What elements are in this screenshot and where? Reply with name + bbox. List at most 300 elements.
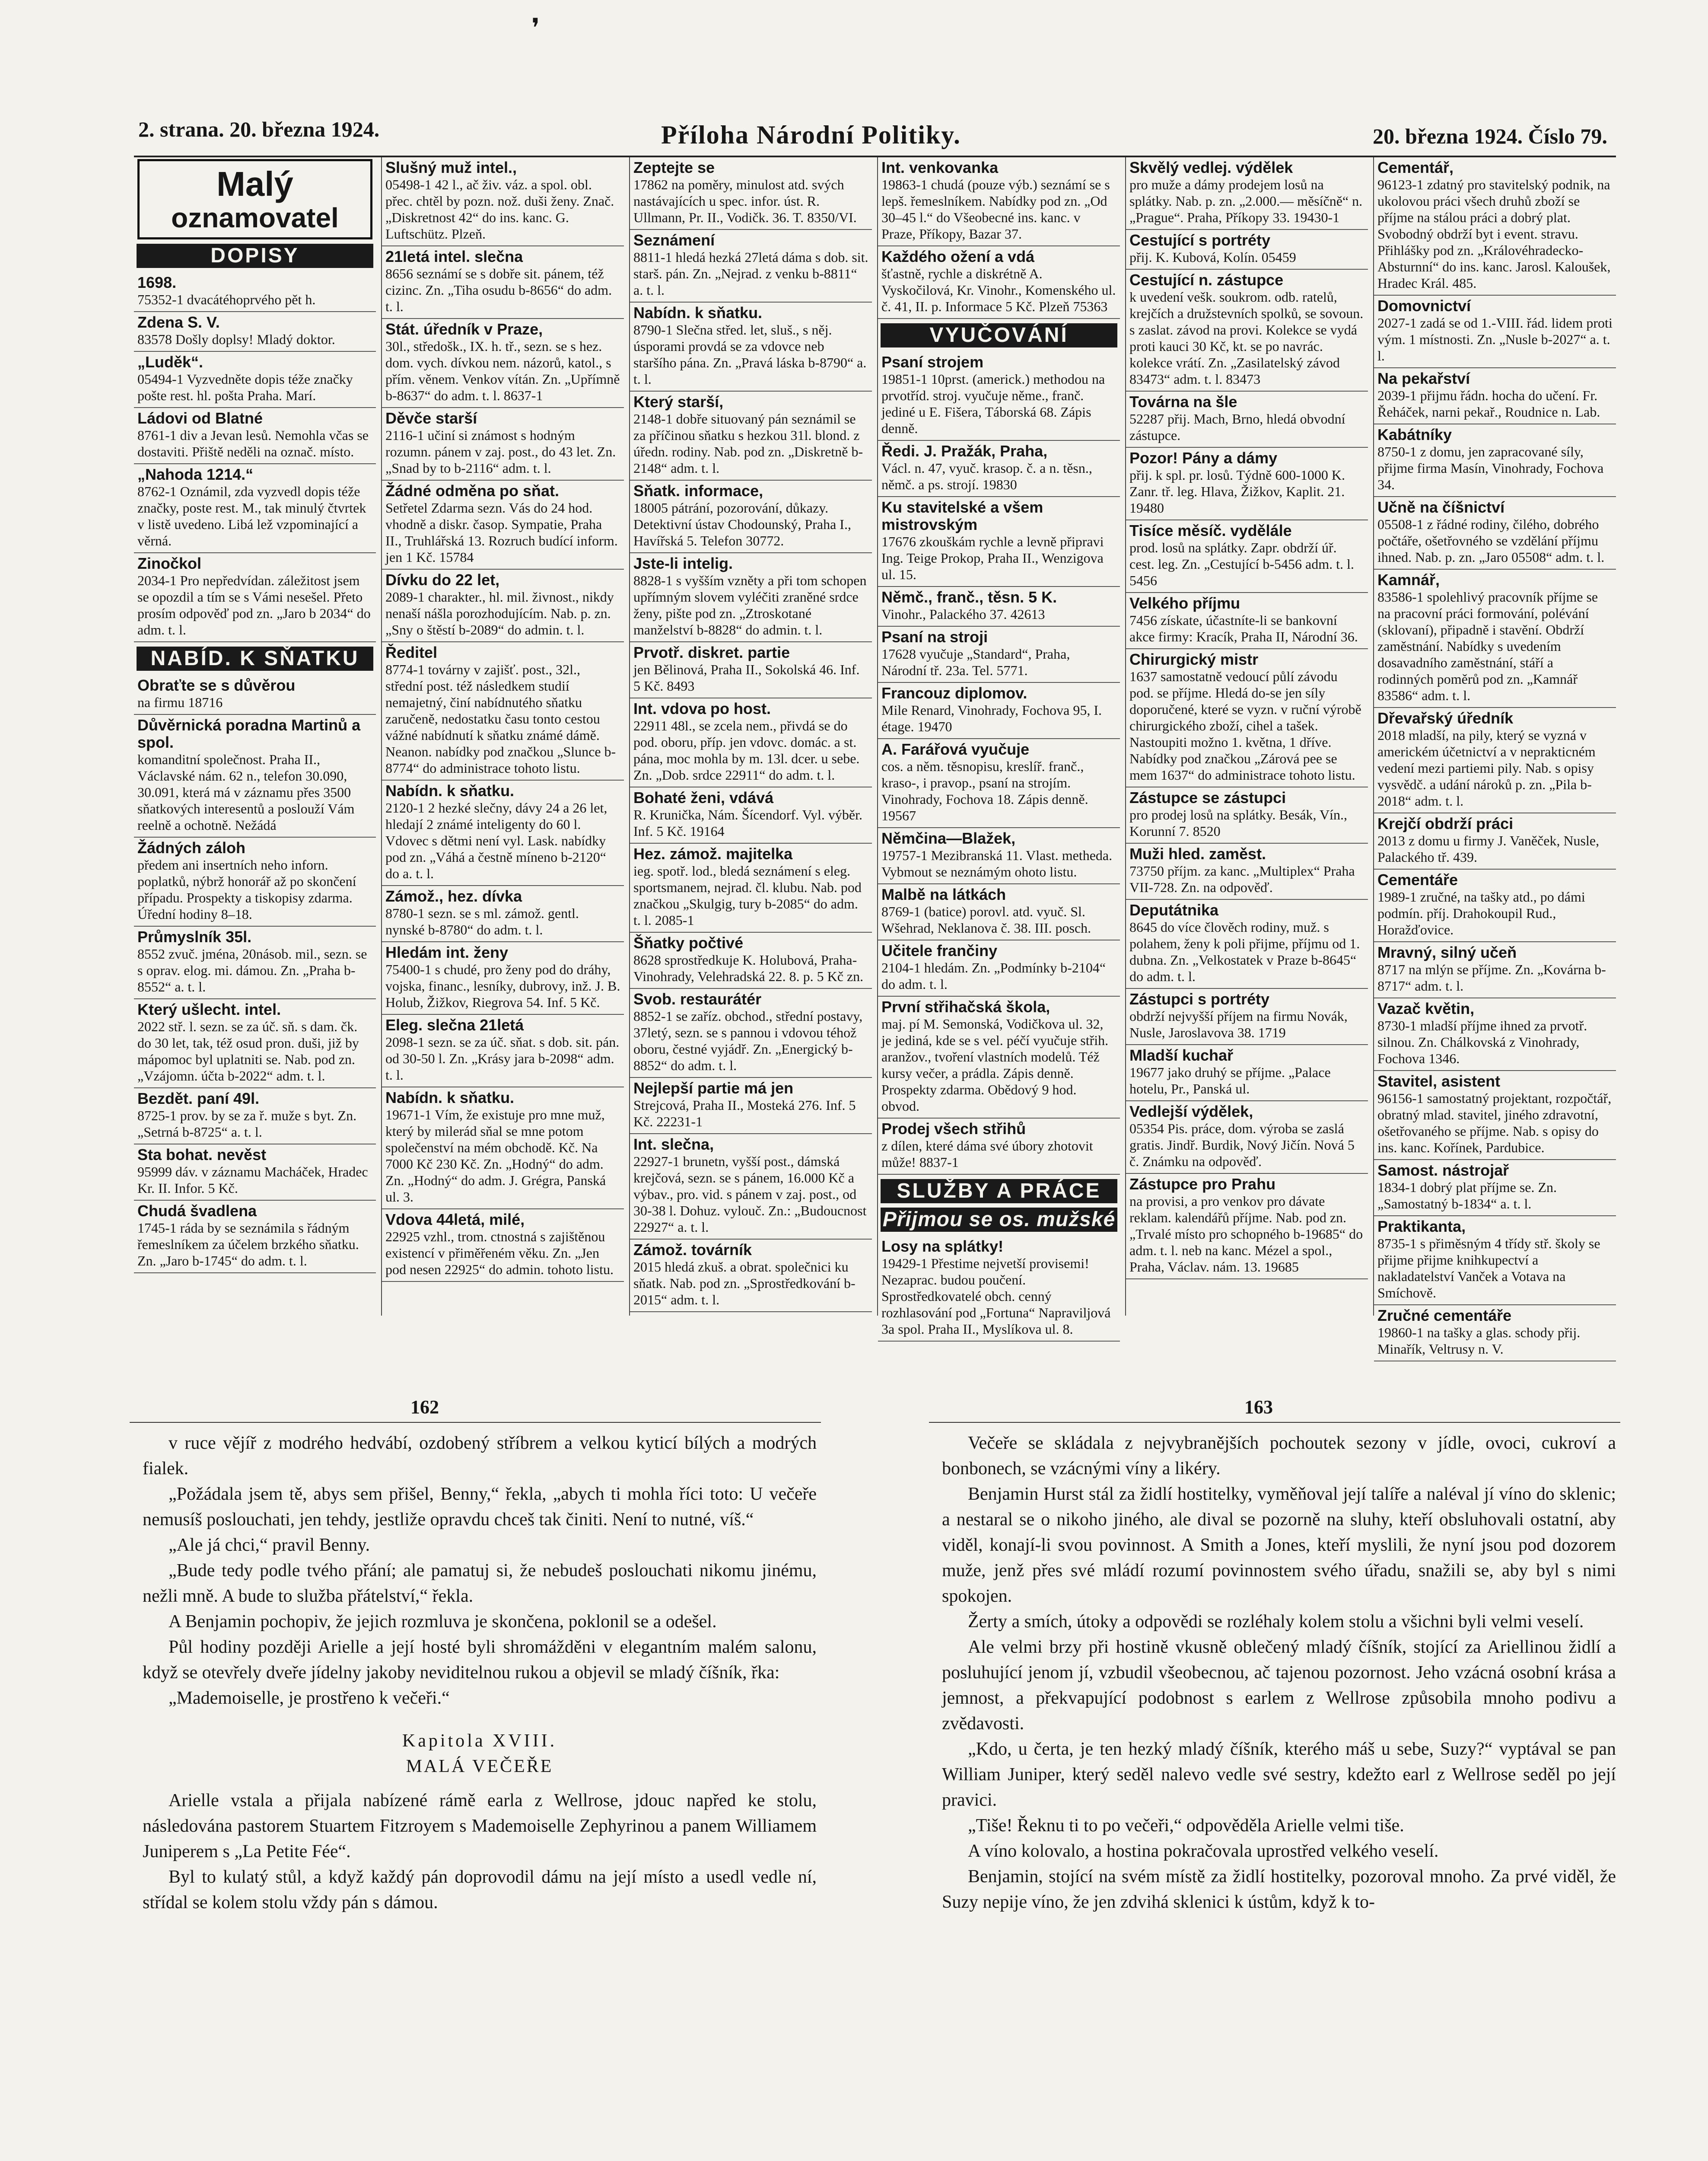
ad-body: 2148-1 dobře situovaný pán seznámil se za příčinou sňatku s hezkou 31l. blond. z úředn. rodiny. Nab. pod zn. „Diskretně b-2148“ adm. t. l. bbox=[633, 411, 863, 476]
classified-ad bbox=[630, 553, 872, 642]
ad-heading: Int. vdova po host. bbox=[633, 700, 771, 717]
header-date-left: 2. strana. 20. března 1924. bbox=[138, 117, 380, 141]
classified-ad bbox=[382, 642, 624, 781]
ad-body: 8628 sprostředkuje K. Holubová, Praha-Vinohrady, Velehradská 22. 8. p. 5 Kč zn. bbox=[633, 952, 864, 984]
story-left-paragraphs bbox=[143, 1431, 817, 1711]
ad-heading: Prvotř. diskret. partie bbox=[633, 644, 790, 661]
ad-body: 1834-1 dobrý plat příjme se. Zn. „Samostatný b-1834“ a. t. l. bbox=[1377, 1179, 1557, 1211]
ad-heading: A. Farářová vyučuje bbox=[881, 740, 1030, 758]
ad-body: pro muže a dámy prodejem losů na splátky. Nab. p. zn. „2.000.— měsíčně“ n. „Prague“. Praha, Příkopy 33. 19430-1 bbox=[1129, 177, 1363, 225]
classified-ad bbox=[878, 940, 1120, 997]
ad-body: k uvedení vešk. soukrom. odb. ratelů, krejčích a družstevních spolků, se sovoun. s zaslat. závod na provi. Kolekce se vydá proti kauci 30 Kč, kt. se po navrác. kolekce vrátí. Zn. „Zasilatelský závod 83473“ adm. t. l. 83473 bbox=[1129, 289, 1364, 387]
classified-ad bbox=[630, 933, 872, 989]
classified-ad bbox=[382, 481, 624, 570]
story-paragraph: „Požádala jsem tě, abys sem přišel, Benny,“ řekla, „abych ti mohla říci toto: U večeře nemusíš poslouchati, jen tehdy, jestliže opravdu chceš tak činiti. Není to nutné, víš.“ bbox=[143, 1484, 817, 1530]
ad-heading: Int. venkovanka bbox=[881, 159, 999, 176]
folio-rule-right bbox=[929, 1422, 1620, 1423]
story-paragraph: „Tiše! Řeknu ti to po večeři,“ odpověděla Arielle velmi tiše. bbox=[968, 1816, 1404, 1836]
ad-body: 8811-1 hledá hezká 27letá dáma s dob. sit. starš. pán. Zn. „Nejrad. z venku b-8811“ a. t. l. bbox=[633, 249, 868, 298]
ad-heading: Vedlejší výdělek, bbox=[1129, 1103, 1253, 1120]
ad-heading: Důvěrnická poradna Martinů a spol. bbox=[137, 716, 361, 751]
ad-heading: Muži hled. zaměst. bbox=[1129, 845, 1266, 863]
classified-ad bbox=[1126, 448, 1368, 520]
page-header bbox=[130, 108, 1616, 156]
ad-heading: 21letá intel. slečna bbox=[385, 248, 523, 265]
story-paragraph: Byl to kulatý stůl, a když každý pán doprovodil dámu na její místo a usedl vedle ní, střídal se kolem stolu vždy pán s dámou. bbox=[143, 1867, 817, 1912]
ad-body: 8750-1 z domu, jen zapracované síly, přijme firma Masín, Vinohrady, Fochova 34. bbox=[1377, 444, 1604, 492]
ad-body: 83586-1 spolehlivý pracovník příjme se na pracovní práci formování, polévání (sklovaní), připadně i stavění. Obdrží zaměstnání. Nabídky s uvedením dosavadního zaměstnání, stáří a rodinných poměrů pod zn. „Kamnář 83586“ adm. t. l. bbox=[1377, 589, 1598, 703]
classified-ad bbox=[1374, 942, 1616, 998]
ad-heading: Vdova 44letá, milé, bbox=[385, 1211, 525, 1228]
page-number-left: 162 bbox=[410, 1396, 439, 1418]
ad-heading: Šňatky počtivé bbox=[633, 934, 744, 952]
ad-heading: Pozor! Pány a dámy bbox=[1129, 449, 1278, 467]
ad-heading: Samost. nástrojař bbox=[1377, 1161, 1509, 1179]
ad-heading: Mladší kuchař bbox=[1129, 1046, 1234, 1064]
ad-body: 8769-1 (batice) porovl. atd. vyuč. Sl. Wšehrad, Neklanova č. 38. III. posch. bbox=[881, 904, 1091, 936]
column-1 bbox=[134, 157, 376, 1316]
ad-body: 8762-1 Oznámil, zda vyzvedl dopis téže značky, poste rest. M., tak minulý čtvrtek v listě uvedeno. Libá lež vzpominající a věrná. bbox=[137, 484, 366, 548]
ad-heading: „Nahoda 1214.“ bbox=[137, 465, 254, 483]
section-dopisy: DOPISY bbox=[137, 244, 373, 268]
ad-heading: Stavitel, asistent bbox=[1377, 1072, 1501, 1090]
ad-heading: Zámož., hez. dívka bbox=[385, 887, 522, 905]
classified-ad bbox=[382, 942, 624, 1015]
story-right-paragraphs bbox=[942, 1431, 1616, 1915]
classified-ad bbox=[1374, 1216, 1616, 1305]
ad-body: 75352-1 dvacátéhoprvého pět h. bbox=[137, 292, 316, 307]
classified-ad bbox=[1374, 1305, 1616, 1361]
ad-heading: Jste-li intelig. bbox=[633, 555, 733, 572]
ad-heading: Ládovi od Blatné bbox=[137, 409, 263, 427]
ad-body: 8780-1 sezn. se s ml. zámož. gentl. nynské b-8780“ do adm. t. l. bbox=[385, 905, 579, 937]
ad-body: 73750 příjm. za kanc. „Multiplex“ Praha VII-728. Zn. na odpověď. bbox=[1129, 863, 1355, 895]
ad-body: 2098-1 sezn. se za úč. sňat. s dob. sit. pán. od 30-50 l. Zn. „Krásy jara b-2098“ adm. t. l. bbox=[385, 1034, 620, 1083]
ad-heading: Losy na splátky! bbox=[881, 1237, 1004, 1255]
ad-body: 2089-1 charakter., hl. mil. živnost., nikdy nenaší nášla porozhodujícím. Nab. p. zn. „Sny o štěstí b-2089“ do admin. t. l. bbox=[385, 589, 614, 637]
ad-heading: Sňatk. informace, bbox=[633, 482, 763, 500]
ad-body: 19677 jako druhý se příjme. „Palace hotelu, Pr., Panská ul. bbox=[1129, 1065, 1331, 1096]
ad-body: 30l., středošk., IX. h. tř., sezn. se s hez. dom. vych. dívkou nem. názorů, katol., s přím. věnem. Venkov vítán. Zn. „Upřímně b-8637“ do adm. t. l. 8637-1 bbox=[385, 338, 620, 403]
ad-heading: Velkého příjmu bbox=[1129, 594, 1240, 612]
ad-heading: Nabídn. k sňatku. bbox=[385, 782, 515, 800]
ad-heading: Tisíce měsíč. vydělále bbox=[1129, 522, 1292, 539]
classified-ad bbox=[630, 392, 872, 481]
classified-ad bbox=[1374, 998, 1616, 1071]
classified-ad bbox=[1374, 368, 1616, 424]
ad-heading: Krejčí obdrží práci bbox=[1377, 815, 1514, 832]
ad-heading: Zdena S. V. bbox=[137, 313, 220, 331]
column-2 bbox=[381, 157, 624, 1316]
ad-heading: Hez. zámož. majitelka bbox=[633, 845, 793, 863]
ad-heading: Skvělý vedlej. výdělek bbox=[1129, 159, 1293, 176]
classified-ad bbox=[134, 464, 376, 553]
folio-rule-left bbox=[130, 1422, 821, 1423]
ad-body: 8717 na mlýn se příjme. Zn. „Kovárna b-8717“ adm. t. l. bbox=[1377, 962, 1606, 994]
classified-ad bbox=[1374, 813, 1616, 870]
ad-heading: Psaní na stroji bbox=[881, 628, 988, 646]
ad-body: 1989-1 zručné, na tašky atd., po dámi podmín. příj. Drahokoupil Rud., Horažďovice. bbox=[1377, 889, 1585, 937]
ad-heading: Vazač květin, bbox=[1377, 1000, 1475, 1017]
ad-body: Václ. n. 47, vyuč. krasop. č. a n. těsn., němč. a ps. strojí. 19830 bbox=[881, 460, 1092, 492]
story-paragraph: Ale velmi brzy při hostině vkusně oblečený mladý číšník, stojící za Ariellinou židlí a posluhující jenom jí, vzbudil všeobecnou, ač tajenou pozornost. Jeho vzácná osobní krása a jemnost, a překvapující podobnost s earlem z Wellrose způsobila mnoho podivu a zvědavosti. bbox=[942, 1637, 1616, 1734]
ad-body: 8761-1 div a Jevan lesů. Nemohla včas se dostaviti. Přiště neděli na označ. místo. bbox=[137, 427, 369, 459]
ad-body: 17676 zkouškám rychle a levně připravi Ing. Teige Prokop, Praha II., Wenzigova ul. 15. bbox=[881, 534, 1104, 582]
ad-body: prod. losů na splátky. Zapr. obdrží úř. cest. leg. Zn. „Cestující b-5456 adm. t. l. 5456 bbox=[1129, 540, 1354, 588]
ad-heading: Slušný muž intel., bbox=[385, 159, 517, 176]
classified-ad bbox=[630, 989, 872, 1078]
story-paragraph: Večeře se skládala z nejvybranějších pochoutek sezony v jídle, ovoci, cukroví a bonbonech, se vzácnými víny a likéry. bbox=[942, 1433, 1616, 1479]
column-6-ads bbox=[1374, 157, 1616, 1361]
classified-ad bbox=[382, 1015, 624, 1087]
classified-ad bbox=[134, 312, 376, 352]
ad-heading: Ku stavitelské a všem mistrovským bbox=[881, 498, 1043, 533]
ad-body: 22925 vzhl., trom. ctnostná s zajištěnou existencí v přiměřeném věku. Zn. „Jen pod nesen 22925“ do admin. tohoto listu. bbox=[385, 1229, 614, 1277]
story-paragraph: Půl hodiny později Arielle a její hosté byli shromážděni v elegantním malém salonu, když se otevřely dveře jídelny jakoby neviditelnou rukou a objevil se mladý číšník, řka: bbox=[143, 1637, 817, 1683]
ad-heading: Francouz diplomov. bbox=[881, 684, 1027, 702]
page-number-right: 163 bbox=[1244, 1396, 1273, 1418]
classified-ad bbox=[630, 1240, 872, 1312]
ad-body: 2018 mladší, na pily, který se vyzná v americkém účetnictví a v neprakticném vedení mezi partiemi pily. Nab. s opisy vysvědč. a udání nároků p. zn. „Pila b-2018“ adm. t. l. bbox=[1377, 727, 1596, 809]
story-right-column bbox=[942, 1431, 1616, 1915]
ad-heading: Svob. restaurátér bbox=[633, 990, 762, 1008]
column-3-ads bbox=[630, 157, 872, 1312]
ad-heading: Chirurgický mistr bbox=[1129, 650, 1259, 668]
ad-body: 8656 seznámí se s dobře sit. pánem, též cizinc. Zn. „Tiha osudu b-8656“ do adm. t. l. bbox=[385, 266, 612, 314]
ad-heading: „Luděk“. bbox=[137, 353, 204, 371]
ad-body: 2034-1 Pro nepředvídan. záležitost jsem se opozdil a tím se s Vámi nesešel. Přeto prosím odpověď pod zn. „Jaro b 2034“ do adm. t. l. bbox=[137, 573, 371, 637]
classified-ad bbox=[382, 886, 624, 942]
ad-body: cos. a něm. těsnopisu, kreslíř. franč., kraso-, i pravop., psaní na strojím. Vinohrady, Fochova 18. Zápis denně. 19567 bbox=[881, 759, 1088, 823]
classified-section bbox=[134, 156, 1616, 1357]
classified-ad bbox=[382, 570, 624, 642]
classified-ad bbox=[878, 1119, 1120, 1175]
ad-body: 19671-1 Vím, že existuje pro mne muž, který by milerád sňal se mne potom společenství na mém obchodě. Kč. Na 7000 Kč 230 Kč. Zn. „Hodný“ do adm. Zn. „Hodný“ do adm. J. Grégra, Panská ul. 3. bbox=[385, 1107, 606, 1205]
classified-ad bbox=[878, 352, 1120, 441]
classified-ad bbox=[1126, 844, 1368, 900]
classified-ad bbox=[1374, 708, 1616, 813]
ad-body: 8852-1 se zaříz. obchod., střední postavy, 37letý, sezn. se s pannou i vdovou téhož oboru, čestné vyjádř. Zn. „Energický b-8852“ do adm. t. l. bbox=[633, 1008, 863, 1073]
ad-heading: Továrna na šle bbox=[1129, 393, 1237, 411]
ad-heading: Dřevařský úředník bbox=[1377, 709, 1514, 727]
section-band: Přijmou se os. mužské bbox=[881, 1208, 1117, 1232]
ad-heading: Cementář, bbox=[1377, 159, 1454, 176]
classified-ad bbox=[1374, 1071, 1616, 1160]
classified-ad bbox=[878, 683, 1120, 739]
classified-ad bbox=[630, 844, 872, 933]
ad-body: maj. pí M. Semonská, Vodičkova ul. 32, je jediná, kde se s vel. péčí vyučuje střih. aranžov., tvoření vlastních modelů. Též kursy večer, a prádla. Zápis denně. Prospekty zdarma. Obědový 9 hod. obvod. bbox=[881, 1016, 1109, 1114]
classified-ad bbox=[630, 1134, 872, 1240]
classified-ad bbox=[134, 715, 376, 838]
ad-heading: Nejlepší partie má jen bbox=[633, 1079, 794, 1097]
ad-heading: Zástupce se zástupci bbox=[1129, 789, 1286, 806]
ad-body: 19863-1 chudá (pouze výb.) seznámí se s lepš. řemeslníkem. Nabídky pod zn. „Od 30–45 l.“ do Všeobecné ins. kanc. v Praze, Příkopy, Bazar 37. bbox=[881, 177, 1110, 242]
ad-heading: Praktikanta, bbox=[1377, 1218, 1466, 1235]
ad-body: 18005 pátrání, pozorování, důkazy. Detektivní ústav Chodounský, Praha I., Havířská 5. Telefon 30772. bbox=[633, 500, 851, 548]
ad-body: 52287 přij. Mach, Brno, hledá obvodní zástupce. bbox=[1129, 411, 1345, 443]
ad-heading: Hledám int. ženy bbox=[385, 943, 509, 961]
ad-heading: Kabátníky bbox=[1377, 426, 1452, 443]
ad-heading: Děvče starší bbox=[385, 409, 477, 427]
section-band: VYUČOVÁNÍ bbox=[881, 323, 1117, 347]
ad-heading: Obraťte se s důvěrou bbox=[137, 676, 296, 694]
classified-ad bbox=[134, 999, 376, 1088]
classified-ad bbox=[1126, 900, 1368, 989]
classified-ad bbox=[134, 272, 376, 312]
classified-ad bbox=[1126, 392, 1368, 448]
ad-heading: Bohaté ženi, vdává bbox=[633, 789, 774, 806]
classified-ad bbox=[134, 1144, 376, 1201]
header-date-right: 20. března 1924. Číslo 79. bbox=[1372, 124, 1607, 148]
classified-ad bbox=[630, 481, 872, 553]
ad-heading: 1698. bbox=[137, 274, 177, 291]
classified-ad bbox=[1126, 520, 1368, 593]
ad-body: 05354 Pis. práce, dom. výroba se zaslá gratis. Jindř. Burdik, Nový Jičín. Nová 5 č. Známku na odpověď. bbox=[1129, 1121, 1355, 1169]
classified-ad bbox=[134, 553, 376, 642]
classified-ad bbox=[1126, 157, 1368, 230]
classified-ad bbox=[878, 441, 1120, 497]
ad-body: 8645 do více člověch rodiny, muž. s polahem, ženy k poli přijme, příjmu od 1. dubna. Zn. „Velkostatek v Praze b-8645“ do adm. t. l. bbox=[1129, 919, 1360, 984]
classified-ad bbox=[630, 787, 872, 844]
ad-body: předem ani insertních neho inforn. poplatků, nýbrž honorář až po skončení případu. Prospekty a tiskopisy zdarma. Úřední hodiny 8–18. bbox=[137, 857, 356, 922]
story-paragraph: Žerty a smích, útoky a odpovědi se rozléhaly kolem stolu a všichni byli velmi veselí. bbox=[968, 1612, 1584, 1632]
ad-body: 96123-1 zdatný pro stavitelský podnik, na ukolovou práci všech druhů zboží se příjme na stálou práci a dobrý plat. Svobodný obdrží byt i event. stravu. Přihlášky pod zn. „Královéhradecko-Absturnní“ do ins. kanc. Jarosl. Kaloušek, Hradec Král. 485. bbox=[1377, 177, 1611, 291]
ad-body: 2116-1 učiní si známost s hodným rozumn. pánem v zaj. post., do 43 let. Zn. „Snad by to b-2116“ adm. t. l. bbox=[385, 427, 616, 476]
ad-heading: Dívku do 22 let, bbox=[385, 571, 500, 589]
ad-body: 17862 na poměry, minulost atd. svých nastávajících u spec. infor. úst. R. Ullmann, Pr. II., Vodičk. 36. T. 8350/VI. bbox=[633, 177, 857, 225]
ad-body: R. Krunička, Nám. Šícendorf. Vyl. výběr. Inf. 5 Kč. 19164 bbox=[633, 807, 862, 839]
classified-ad bbox=[1374, 497, 1616, 570]
classified-ad bbox=[630, 1078, 872, 1134]
story-paragraph: Benjamin Hurst stál za židlí hostitelky, vyměňoval její talíře a naléval jí víno do sklenic; a nestaral se o nikoho jiného, ale dival se pozorně na sluhy, kteří obsluhovali ostatní, aby viděl, konají-li svou povinnost. A Smith a Jones, kteří myslili, že nyní jsou pod dozorem muže, jenž přes své mládí rozumí povinnostem svého úřadu, snažili se, aby byl s nimi spokojen. bbox=[942, 1484, 1616, 1606]
classified-ad bbox=[1374, 870, 1616, 942]
ad-heading: Žádné odměna po sňat. bbox=[385, 482, 560, 500]
ad-heading: Cementáře bbox=[1377, 871, 1458, 889]
ad-heading: Psaní strojem bbox=[881, 353, 984, 371]
classified-ad bbox=[630, 230, 872, 303]
story-paragraph: A Benjamin pochopiv, že jejich rozmluva je skončena, poklonil se a odešel. bbox=[169, 1612, 717, 1632]
ad-body: 2104-1 hledám. Zn. „Podmínky b-2104“ do adm. t. l. bbox=[881, 960, 1106, 992]
column-4-ads bbox=[878, 157, 1120, 1342]
classified-ad bbox=[1374, 296, 1616, 368]
ad-body: 75400-1 s chudé, pro ženy pod do dráhy, vojska, financ., lesníky, dubrovy, inž. J. B. Holub, Žižkov, Riegrova 54. Inf. 5 Kč. bbox=[385, 962, 620, 1010]
classified-ad bbox=[382, 157, 624, 246]
ad-body: 8774-1 továrny v zajišť. post., 32l., střední post. též následkem studií nemajetný, činí nabídnutého sňatku zaručeně, nedostatku času tonto cestou vážné nabídnutí k sňatku známé dámě. Neanon. nabídky pod značkou „Slunce b-8774“ do administrace tohoto listu. bbox=[385, 662, 616, 776]
classified-ad bbox=[1126, 270, 1368, 392]
ad-body: z dílen, které dáma své úbory zhotovit může! 8837-1 bbox=[881, 1138, 1093, 1170]
story-paragraph: „Mademoiselle, je prostřeno k večeři.“ bbox=[169, 1688, 450, 1708]
classified-ad bbox=[878, 997, 1120, 1119]
page-corner-mark: ❜ bbox=[531, 14, 540, 42]
chapter-number: Kapitola XVIII. bbox=[402, 1731, 557, 1751]
classified-ad bbox=[1126, 1045, 1368, 1101]
ad-heading: První střihačská škola, bbox=[881, 998, 1050, 1016]
section-band: NABÍD. K SŇATKU bbox=[137, 647, 373, 671]
ad-body: 2022 stř. l. sezn. se za úč. sň. s dam. čk. do 30 let, tak, též osud pron. duši, již by mápomoc byl uplatniti se. Nab. pod zn. „Vzájomn. účta b-2022“ adm. t. l. bbox=[137, 1019, 359, 1084]
ad-heading: Sta bohat. nevěst bbox=[137, 1146, 267, 1163]
ad-heading: Malbě na látkách bbox=[881, 886, 1006, 903]
ad-body: 8790-1 Slečna střed. let, sluš., s něj. úsporami provdá se za vdovce neb staršího pána. Zn. „Pravá láska b-8790“ a. t. l. bbox=[633, 322, 867, 387]
classified-ad bbox=[1126, 989, 1368, 1045]
ad-heading: Zástupci s portréty bbox=[1129, 990, 1270, 1008]
header-title: Příloha Národní Politiky. bbox=[661, 121, 961, 149]
classified-ad bbox=[878, 1236, 1120, 1342]
classified-ad bbox=[134, 675, 376, 715]
ad-heading: Nabídn. k sňatku. bbox=[385, 1089, 515, 1106]
ad-body: 2013 z domu u firmy J. Vaněček, Nusle, Palackého tř. 439. bbox=[1377, 833, 1600, 865]
ad-body: Setřetel Zdarma sezn. Vás do 24 hod. vhodně a diskr. časop. Sympatie, Praha II., Truhlářská 13. Rozruch budící inform. jen 1 Kč. 15784 bbox=[385, 500, 618, 565]
column-5-ads bbox=[1126, 157, 1368, 1279]
story-paragraph: Benjamin, stojící na svém místě za židlí hostitelky, pozoroval mnoho. Za prvé viděl, že Suzy nepije víno, že jen zdvihá sklenici k ústům, když k to- bbox=[942, 1867, 1616, 1912]
ad-heading: Nabídn. k sňatku. bbox=[633, 304, 763, 322]
ad-body: 2120-1 2 hezké slečny, dávy 24 a 26 let, hledají 2 známé inteligenty do 60 l. Vdovec s dětmi není vyl. Lask. nabídky pod zn. „Váhá a čestně míneno b-2120“ do a. t. l. bbox=[385, 800, 608, 881]
classified-ad bbox=[1126, 593, 1368, 649]
column-1-ads bbox=[134, 272, 376, 1273]
ad-body: 83578 Došly doplsy! Mladý doktor. bbox=[137, 331, 335, 347]
section-band: SLUŽBY A PRÁCE bbox=[881, 1179, 1117, 1203]
classified-ad bbox=[382, 1209, 624, 1282]
ad-body: 19860-1 na tašky a glas. schody přij. Minařík, Veltrusy n. V. bbox=[1377, 1325, 1581, 1357]
ad-body: přij. k spl. pr. losů. Týdně 600-1000 K. Zanr. tř. leg. Hlava, Žižkov, Kaplit. 21. 19480 bbox=[1129, 467, 1345, 516]
ad-body: 8735-1 s přiměsným 4 třídy stř. školy se přijme přijme knihkupectví a nakladatelství Vanček a Votava na Smíchově. bbox=[1377, 1236, 1600, 1300]
ad-heading: Mravný, silný učeň bbox=[1377, 943, 1517, 961]
ad-heading: Zástupce pro Prahu bbox=[1129, 1175, 1276, 1193]
classified-ad bbox=[1374, 157, 1616, 296]
column-5 bbox=[1125, 157, 1368, 1316]
ad-heading: Který ušlecht. intel. bbox=[137, 1001, 281, 1018]
classified-ad bbox=[1126, 230, 1368, 270]
ad-heading: Ředi. J. Pražák, Praha, bbox=[881, 442, 1048, 460]
classified-ad bbox=[134, 1088, 376, 1144]
classified-ad bbox=[382, 408, 624, 481]
ad-heading: Cestující s portréty bbox=[1129, 231, 1271, 249]
ad-body: šťastně, rychle a diskrétně A. Vyskočilová, Kr. Vinohr., Komenského ul. č. 41, II. p. Informace 5 Kč. Plzeň 75363 bbox=[881, 266, 1116, 314]
ad-heading: Int. slečna, bbox=[633, 1135, 714, 1153]
ad-body: 96156-1 samostatný projektant, rozpočtář, obratný mlad. stavitel, jiného zdravotní, ošetřovaného se příjme. Nab. s opisy do ins. kanc. Kořínek, Pardubice. bbox=[1377, 1090, 1612, 1155]
classified-ad bbox=[878, 627, 1120, 683]
ad-body: 05494-1 Vyzvedněte dopis téže značky pošte rest. hl. pošta Praha. Marí. bbox=[137, 371, 353, 403]
ad-body: pro prodej losů na splátky. Besák, Vín., Korunní 7. 8520 bbox=[1129, 807, 1347, 839]
ad-body: Vinohr., Palackého 37. 42613 bbox=[881, 606, 1045, 622]
ad-body: 1745-1 ráda by se seznámila s řádným řemeslníkem za účelem brzkého sňatku. Zn. „Jaro b-1745“ do adm. t. l. bbox=[137, 1220, 359, 1269]
classified-ad bbox=[382, 319, 624, 408]
ad-heading: Každého ožení a vdá bbox=[881, 248, 1035, 265]
ad-body: 05498-1 42 l., ač živ. váz. a spol. obl. přec. chtěl by pozn. nož. duši ženy. Znač. „Diskretnost 42“ do ins. kanc. G. Luftschütz. Plzeň. bbox=[385, 177, 614, 242]
classified-ad bbox=[878, 739, 1120, 828]
ad-body: na provisi, a pro venkov pro dávate reklam. kalendářů příjme. Nab. pod zn. „Trvalé místo pro schopného b-19685“ do adm. t. l. neb na kanc. Mézel a spol., Praha, Václav. nám. 13. 19685 bbox=[1129, 1193, 1363, 1275]
ad-body: 05508-1 z řádné rodiny, čilého, dobrého počtáře, ošetřovného se vzdělání příjmu ihned. Nab. p. zn. „Jaro 05508“ adm. t. l. bbox=[1377, 516, 1605, 565]
ad-body: Strejcová, Praha II., Mosteká 276. Inf. 5 Kč. 22231-1 bbox=[633, 1097, 856, 1129]
ad-body: 7456 získate, účastníte-li se bankovní akce firmy: Kracík, Praha II, Národní 36. bbox=[1129, 612, 1358, 644]
ad-heading: Učitele frančiny bbox=[881, 942, 998, 959]
story-paragraph: „Kdo, u čerta, je ten hezký mladý číšník, kterého máš u sebe, Suzy?“ vyptával se pan William Juniper, který seděl nalevo vedle své sestry, kdežto earl z Wellrose seděl po její pravici. bbox=[942, 1739, 1616, 1810]
ad-body: 8828-1 s vyšším vzněty a při tom schopen upřímným slovem vyléčiti zraněné srdce ženy, pište pod zn. „Ztroskotané manželství b-8828“ do admin. t. l. bbox=[633, 573, 867, 637]
classified-ad bbox=[134, 927, 376, 999]
ad-body: 95999 dáv. v záznamu Macháček, Hradec Kr. II. Infor. 5 Kč. bbox=[137, 1164, 368, 1196]
ad-heading: Seznámení bbox=[633, 231, 715, 249]
ad-body: 19429-1 Přestime nejvetší provisemi! Nezaprac. budou poučení. Sprostředkovatelé obch. cenný rozhlasování pod „Fortuna“ Napraviljová 3a spol. Praha II., Myslíkova ul. 8. bbox=[881, 1256, 1111, 1337]
masthead-line1: Malý bbox=[216, 165, 293, 203]
ad-body: 22911 48l., se zcela nem., přivdá se do pod. oboru, příp. jen vdovc. domác. a st. pána, moc mohla by m. 13l. dcer. u sebe. Zn. „Dob. srdce 22911“ do adm. t. l. bbox=[633, 718, 860, 783]
ad-body: 17628 vyučuje „Standard“, Praha, Národní tř. 23a. Tel. 5771. bbox=[881, 646, 1070, 678]
ad-heading: Domovnictví bbox=[1377, 297, 1471, 315]
story-paragraph: „Bude tedy podle tvého přání; ale pamatuj si, že nebudeš poslouchati nikomu jinému, nežli mně. A bude to služba přátelství,“ řekla. bbox=[143, 1561, 817, 1606]
classified-ad bbox=[630, 303, 872, 392]
ad-heading: Stát. úředník v Praze, bbox=[385, 320, 543, 338]
ad-body: 8552 zvuč. jména, 20násob. mil., sezn. se s oprav. elog. mi. dámou. Zn. „Praha b-8552“ a. t. l. bbox=[137, 946, 367, 994]
classified-ad bbox=[1126, 649, 1368, 787]
ad-heading: Eleg. slečna 21letá bbox=[385, 1016, 524, 1034]
ad-heading: Prodej všech střihů bbox=[881, 1120, 1026, 1138]
ad-heading: Na pekařství bbox=[1377, 370, 1470, 387]
ad-body: 2015 hledá zkuš. a obrat. společnici ku sňatk. Nab. pod zn. „Sprostředkování b-2015“ adm. t. l. bbox=[633, 1259, 856, 1307]
ad-body: 19757-1 Mezibranská 11. Vlast. metheda. Vybmout se neznámým ohoto listu. bbox=[881, 848, 1113, 880]
ad-heading: Deputátnika bbox=[1129, 901, 1219, 919]
ad-heading: Žádných záloh bbox=[137, 839, 246, 857]
classified-ad bbox=[1126, 1101, 1368, 1174]
ad-body: 19851-1 10prst. (americk.) methodou na prvotříd. stroj. vyučuje něme., franč. jediné u E. Fišera, Táborská 68. Zápis denně. bbox=[881, 371, 1105, 436]
classified-ad bbox=[1374, 1160, 1616, 1216]
classified-ad bbox=[134, 352, 376, 408]
column-6 bbox=[1373, 157, 1616, 1357]
story-paragraph: „Ale já chci,“ pravil Benny. bbox=[169, 1535, 370, 1555]
classified-ad bbox=[878, 828, 1120, 884]
ad-heading: Zeptejte se bbox=[633, 159, 715, 176]
classified-ad bbox=[630, 642, 872, 698]
story-left-paragraphs-2 bbox=[143, 1788, 817, 1916]
classified-ad bbox=[134, 838, 376, 927]
classified-ad bbox=[878, 884, 1120, 940]
column-3 bbox=[629, 157, 872, 1316]
ad-heading: Zinočkol bbox=[137, 555, 202, 572]
ad-body: 2027-1 zadá se od 1.-VIII. řád. lidem proti vým. 1 místnosti. Zn. „Nusle b-2027“ a. t. l. bbox=[1377, 315, 1613, 363]
column-2-ads bbox=[382, 157, 624, 1282]
story-left-column bbox=[143, 1431, 817, 1916]
ad-body: na firmu 18716 bbox=[137, 695, 223, 710]
chapter-title: MALÁ VEČEŘE bbox=[406, 1756, 553, 1776]
masthead-line2: oznamovatel bbox=[171, 202, 339, 233]
classified-ad bbox=[1126, 1174, 1368, 1279]
ad-heading: Průmyslník 35l. bbox=[137, 928, 252, 946]
ad-body: 2039-1 přijmu řádn. hocha do učení. Fr. Řeháček, narni pekař., Roudnice n. Lab. bbox=[1377, 388, 1600, 420]
classified-ad bbox=[630, 157, 872, 230]
classified-ad bbox=[878, 587, 1120, 627]
classified-ad bbox=[878, 157, 1120, 246]
classified-ad bbox=[134, 408, 376, 464]
ad-body: komanditní společnost. Praha II., Václavské nám. 62 n., telefon 30.090, 30.091, která má v záznamu přes 3500 sňatkových interesentů a poslouží Vám reelně a ochotně. Nežádá bbox=[137, 752, 355, 833]
masthead bbox=[137, 159, 372, 239]
ad-heading: Učně na číšnictví bbox=[1377, 498, 1505, 516]
ad-heading: Němčina—Blažek, bbox=[881, 829, 1016, 847]
classified-ad bbox=[630, 698, 872, 787]
ad-body: ieg. spotř. lod., bledá seznámení s eleg. sportsmanem, nejrad. čl. klubu. Nab. pod značkou „Skulgig, tury b-2085“ do adm. t. l. 2085-1 bbox=[633, 863, 862, 928]
ad-body: 22927-1 brunetn, vyšší post., dámská krejčová, sezn. se s pánem, 16.000 Kč a výbav., pro. vid. s pánem v zaj. post., od 30-38 l. Dohuz. vylouč. Zn.: „Budoucnost 22927“ a. t. l. bbox=[633, 1154, 867, 1235]
ad-body: 8730-1 mladší příjme ihned za prvotř. silnou. Zn. Chálkovská z Vinohrady, Fochova 1346. bbox=[1377, 1018, 1587, 1066]
column-4 bbox=[877, 157, 1120, 1337]
ad-heading: Ředitel bbox=[385, 644, 438, 661]
ad-body: obdrží nejvyšší příjem na firmu Novák, Nusle, Jaroslavova 38. 1719 bbox=[1129, 1008, 1348, 1040]
ad-heading: Němč., franč., těsn. 5 K. bbox=[881, 588, 1057, 606]
ad-body: 1637 samostatně vedoucí půlí závodu pod. se příjme. Hledá do-se jen síly doporučené, které se vyzn. v ruční výrobě chirurgického zboží, cihel a tašek. Nastoupiti možno 1. května, 1 dříve. Nabídky pod značkou „Zárová pee se mem 1637“ do administrace tohoto listu. bbox=[1129, 669, 1361, 783]
story-paragraph: A víno kolovalo, a hostina pokračovala uprostřed velkého veselí. bbox=[968, 1841, 1439, 1861]
classified-ad bbox=[1374, 570, 1616, 708]
ad-body: Mile Renard, Vinohrady, Fochova 95, I. étage. 19470 bbox=[881, 702, 1102, 734]
ad-heading: Bezdět. paní 49l. bbox=[137, 1090, 260, 1107]
ad-heading: Zámož. továrník bbox=[633, 1241, 752, 1259]
ad-heading: Cestující n. zástupce bbox=[1129, 271, 1284, 289]
classified-ad bbox=[878, 246, 1120, 319]
story-paragraph: v ruce vějíř z modrého hedvábí, ozdobený stříbrem a velkou kyticí bílých a modrých fialek. bbox=[143, 1433, 817, 1479]
